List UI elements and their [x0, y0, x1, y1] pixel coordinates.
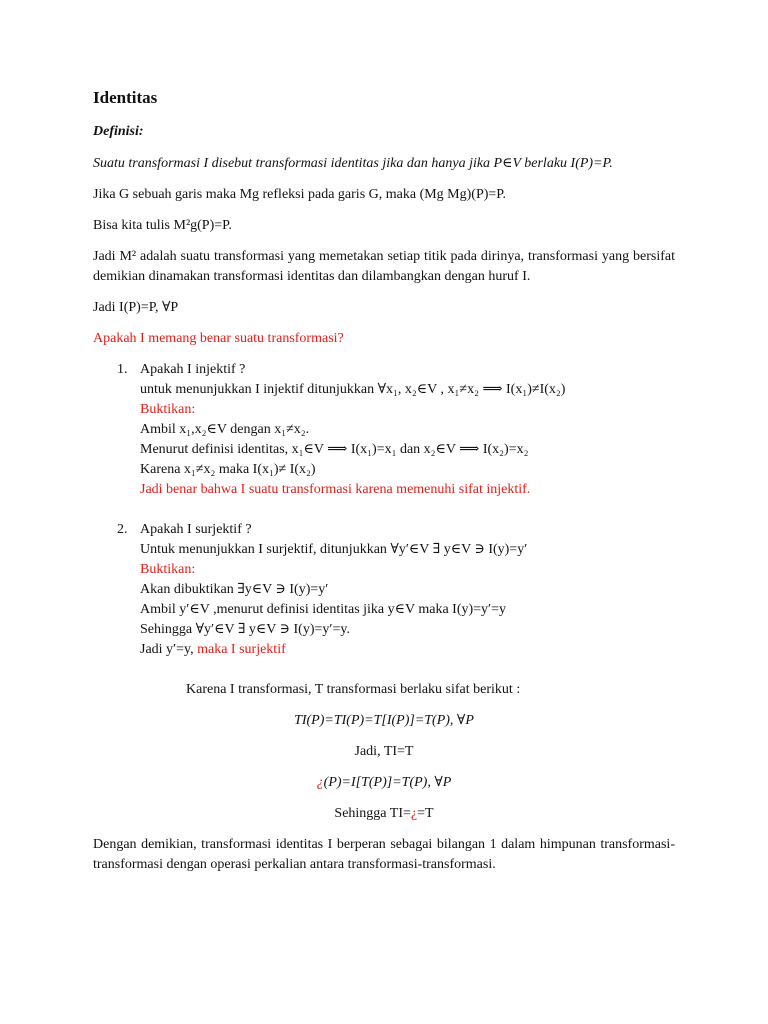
equation-1: TI(P)=TI(P)=T[I(P)]=T(P), ∀P	[294, 713, 474, 728]
definition-label: Definisi:	[93, 124, 144, 139]
list-line: Menurut definisi identitas, x₁∈V ⟹ I(x₁)=x₁ dan x₂∈V ⟹ I(x₂)=x₂	[140, 442, 529, 457]
eq4-symbol: ¿	[410, 806, 418, 821]
document-title: Identitas	[93, 88, 158, 107]
karena-line: Karena I transformasi, T transformasi berlaku sifat berikut :	[186, 682, 521, 697]
equation-4	[93, 804, 675, 824]
paragraph-bisa: Bisa kita tulis M²g(P)=P.	[93, 218, 232, 233]
document-page	[93, 86, 675, 886]
list-line: untuk menunjukkan I injektif ditunjukkan ∀x₁, x₂∈V , x₁≠x₂ ⟹ I(x₁)≠I(x₂)	[140, 382, 566, 397]
list-item-surjektif	[93, 520, 675, 660]
eq4-suffix: =T	[417, 806, 434, 821]
list-line: Untuk menunjukkan I surjektif, ditunjukkan ∀y′∈V ∃ y∈V ∋ I(y)=y′	[140, 542, 528, 557]
list-line-final	[140, 640, 675, 660]
final-prefix: Jadi y′=y,	[140, 642, 194, 657]
equation-2: Jadi, TI=T	[354, 744, 414, 759]
paragraph-jadi-i: Jadi I(P)=P, ∀P	[93, 300, 179, 315]
list-line: Jadi benar bahwa I suatu transformasi karena memenuhi sifat injektif.	[140, 482, 531, 497]
final-conclusion: maka I surjektif	[193, 642, 286, 657]
paragraph-jika: Jika G sebuah garis maka Mg refleksi pada garis G, maka (Mg Mg)(P)=P.	[93, 187, 507, 202]
paragraph-jadi-m2: Jadi M² adalah suatu transformasi yang memetakan setiap titik pada dirinya, transformasi yang bersifat demikian dinamakan transformasi identitas dan dilambangkan dengan huruf I.	[93, 249, 675, 284]
list-line: Karena x₁≠x₂ maka I(x₁)≠ I(x₂)	[140, 462, 316, 477]
eq4-prefix: Sehingga TI=	[334, 806, 411, 821]
list-line: Ambil y′∈V ,menurut definisi identitas jika y∈V maka I(y)=y′=y	[140, 602, 507, 617]
list-line: Akan dibuktikan ∃y∈V ∋ I(y)=y′	[140, 582, 329, 597]
list-line: Ambil x₁,x₂∈V dengan x₁≠x₂.	[140, 422, 310, 437]
list-number: 2.	[117, 522, 128, 537]
definition-text: Suatu transformasi I disebut transformasi identitas jika dan hanya jika P∈V berlaku I(P)=P.	[93, 156, 613, 171]
list-line: Apakah I surjektif ?	[140, 522, 252, 537]
list-number: 1.	[117, 362, 128, 377]
list-line: Buktikan:	[140, 562, 196, 577]
closing-paragraph: Dengan demikian, transformasi identitas I berperan sebagai bilangan 1 dalam himpunan transformasi-transformasi dengan operasi perkalian antara transformasi-transformasi.	[93, 837, 675, 872]
eq3-rest: (P)=I[T(P)]=T(P), ∀P	[323, 775, 452, 790]
equation-3	[93, 773, 675, 793]
eq3-symbol: ¿	[316, 775, 324, 790]
list-item-injektif	[93, 360, 675, 500]
list-line: Apakah I injektif ?	[140, 362, 246, 377]
question-line: Apakah I memang benar suatu transformasi?	[93, 331, 344, 346]
list-line: Sehingga ∀y′∈V ∃ y∈V ∋ I(y)=y′=y.	[140, 622, 350, 637]
list-line: Buktikan:	[140, 402, 196, 417]
proof-list	[93, 360, 675, 660]
